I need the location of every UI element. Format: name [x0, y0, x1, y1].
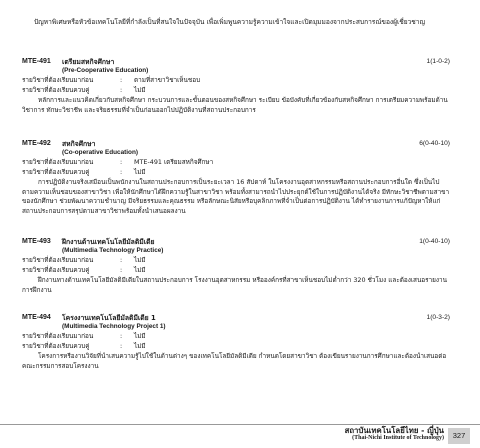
prerequisite-row: [22, 256, 450, 266]
institute-name-en: (Thai-Nichi Institute of Technology): [352, 435, 444, 441]
course-description: การปฏิบัติงานจริงเสมือนเป็นพนักงานในสถานประกอบการเป็นระยะเวลา 16 สัปดาห์ ในโครงงานอุตสาหกรรมหรือสถานประกอบการอื่นใด ซึ่งเป็นไปตามความเห็นชอบของสาขาวิชา เพื่อให้นักศึกษาได้ฝึกความรู้ในสาขาวิชา พร้อมทั้งสามารถนำไปประยุกต์ใช้ในการปฏิบัติงานได้จริง มีทักษะวิชาชีพตามสาขาของนักศึกษา ช่วยพัฒนาความชำนาญ มีจริยธรรมและคุณธรรม หรือลักษณะนิสัยหรือบุคลิกภาพที่จำเป็นต่อการปฏิบัติงาน ได้ทำรายงานการแก้ปัญหาให้แก่สถานประกอบการสรุปตามสาขาวิชาพร้อมทั้งนำเสนอผลงาน: [22, 178, 450, 215]
intro-paragraph: ปัญหาพิเศษหรือหัวข้อเทคโนโลยีที่กำลังเป็นที่สนใจในปัจจุบัน เพื่อเพิ่มพูนความรู้ความเข้าใจและเปิดมุมมองจากประสบการณ์ของผู้เชี่ยวชาญ: [34, 18, 426, 26]
prerequisite-row: [22, 332, 450, 342]
prerequisite-label: รายวิชาที่ต้องเรียนมาก่อน: [22, 76, 94, 84]
corequisite-row: [22, 342, 450, 352]
course-credit: 1(0-40-10): [419, 237, 450, 245]
institute-name-th: สถาบันเทคโนโลยีไทย - ญี่ปุ่น: [344, 426, 444, 435]
course-name-th: สหกิจศึกษา: [62, 139, 96, 148]
prerequisite-value: ตามที่สาขาวิชาเห็นชอบ: [134, 76, 201, 84]
prerequisite-value: MTE-491 เตรียมสหกิจศึกษา: [134, 158, 214, 166]
course-description: โครงการหรืองานวิจัยที่นำเสนความรู้ไปใช้ในด้านต่างๆ ของเทคโนโลยีมัลติมีเดีย กำหนดโดยสาขาวิชา ต้องเขียนรายงานการศึกษาและต้องนำเสนอต่อคณะกรรมการสอบโครงงาน: [22, 352, 447, 370]
corequisite-label: รายวิชาที่ต้องเรียนควบคู่: [22, 265, 90, 274]
course-block-mte-494: [22, 312, 450, 371]
course-name-en: (Co-operative Education): [62, 149, 138, 156]
page-footer: [0, 424, 480, 448]
course-code: MTE-491: [22, 57, 51, 65]
course-name-th: ฝึกงานด้านเทคโนโลยีมัลติมีเดีย: [62, 237, 155, 246]
prerequisite-label: รายวิชาที่ต้องเรียนมาก่อน: [22, 256, 94, 264]
corequisite-value: ไม่มี: [134, 85, 146, 94]
corequisite-value: ไม่มี: [134, 341, 146, 350]
course-credit: 6(0-40-10): [419, 139, 450, 147]
course-credit: 1(0-3-2): [426, 313, 450, 321]
corequisite-row: [22, 266, 450, 276]
corequisite-value: ไม่มี: [134, 167, 146, 176]
course-description: ฝึกงานทางด้านเทคโนโลยีมัลติมีเดียในสถานประกอบการ โรงงานอุตสาหกรรม หรือองค์กรที่สาขาเห็นชอบไม่ต่ำกว่า 320 ชั่วโมง และต้องเสนอรายงานการฝึกงาน: [22, 276, 447, 294]
colon: :: [120, 332, 123, 340]
course-code: MTE-493: [22, 237, 51, 245]
colon: :: [120, 256, 123, 264]
colon: :: [120, 265, 123, 274]
prerequisite-label: รายวิชาที่ต้องเรียนมาก่อน: [22, 158, 94, 166]
prerequisite-value: ไม่มี: [134, 256, 146, 264]
course-code: MTE-492: [22, 139, 51, 147]
course-description: หลักการและแนวคิดเกี่ยวกับสหกิจศึกษา กระบวนการและขั้นตอนของสหกิจศึกษา ระเบียบ ข้อบังคับที่เกี่ยวข้องกับสหกิจศึกษา การเตรียมความพร้อมด้านวิชาการ ทักษะวิชาชีพ และจริยธรรมที่จำเป็นก่อนออกไปปฏิบัติงานที่สถานประกอบการ: [22, 96, 448, 114]
course-name-th: โครงงานเทคโนโลยีมัลติมีเดีย 1: [62, 313, 156, 322]
corequisite-label: รายวิชาที่ต้องเรียนควบคู่: [22, 85, 90, 94]
course-code: MTE-494: [22, 313, 51, 321]
corequisite-row: [22, 86, 450, 96]
corequisite-label: รายวิชาที่ต้องเรียนควบคู่: [22, 167, 90, 176]
course-credit: 1(1-0-2): [426, 57, 450, 65]
prerequisite-row: [22, 158, 450, 168]
corequisite-label: รายวิชาที่ต้องเรียนควบคู่: [22, 341, 90, 350]
course-block-mte-492: [22, 138, 450, 216]
corequisite-value: ไม่มี: [134, 265, 146, 274]
prerequisite-value: ไม่มี: [134, 332, 146, 340]
course-name-en: (Multimedia Technology Practice): [62, 247, 164, 254]
colon: :: [120, 85, 123, 94]
course-block-mte-491: [22, 56, 450, 115]
page-number: 327: [448, 428, 470, 444]
colon: :: [120, 341, 123, 350]
course-block-mte-493: [22, 236, 450, 295]
prerequisite-row: [22, 76, 450, 86]
colon: :: [120, 158, 123, 166]
colon: :: [120, 167, 123, 176]
course-name-th: เตรียมสหกิจศึกษา: [62, 57, 115, 66]
course-name-en: (Multimedia Technology Project 1): [62, 323, 166, 330]
prerequisite-label: รายวิชาที่ต้องเรียนมาก่อน: [22, 332, 94, 340]
course-name-en: (Pre-Cooperative Education): [62, 67, 149, 74]
corequisite-row: [22, 168, 450, 178]
colon: :: [120, 76, 123, 84]
